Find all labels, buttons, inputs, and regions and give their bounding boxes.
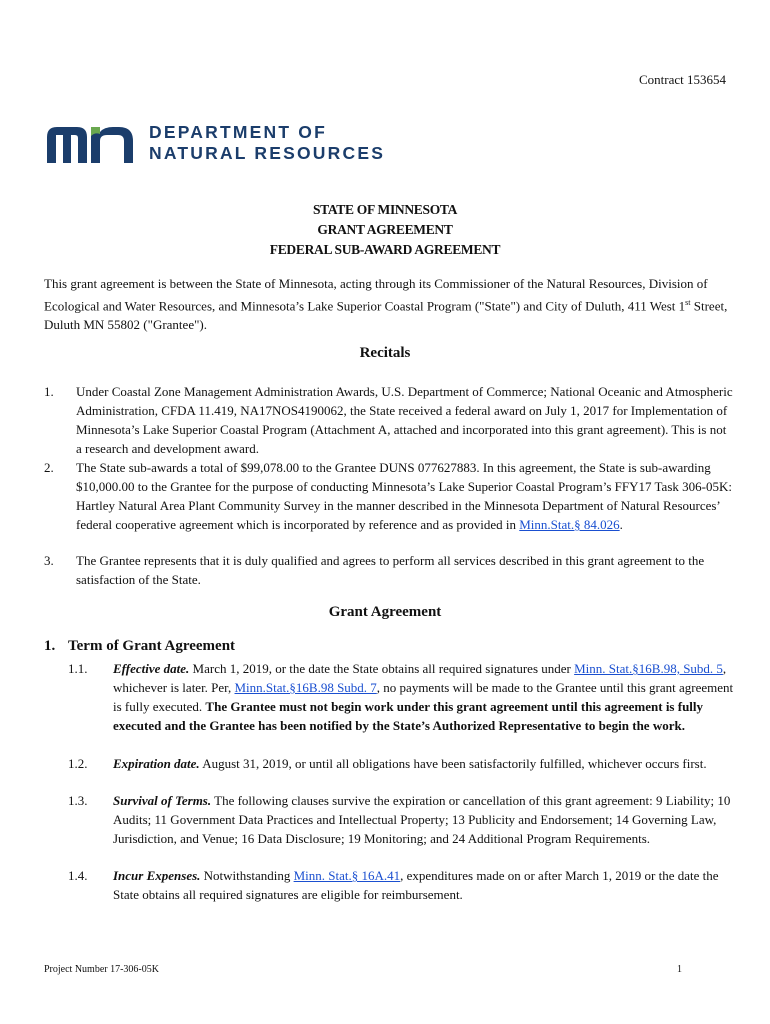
recital-item: 1. Under Coastal Zone Management Administration Awards, U.S. Department of Commerce; National Oceanic and Atmospheric Administration, CFDA 11.419, NA17NOS4190062, the State received a federal award on July 1, 2017 for Implementation of Minnesota’s Lake Superior Coastal Program (Attachment A, attached and incorporated into this grant agreement). This is not a research and development award. (44, 384, 733, 456)
clause-expiration-date: 1.2. Expiration date. August 31, 2019, or until all obligations have been satisfactorily fulfilled, whichever occurs first. (68, 756, 707, 771)
title-line-3: FEDERAL SUB-AWARD AGREEMENT (269, 242, 501, 257)
dnr-logo (47, 122, 385, 164)
minn-stat-16b98-subd5-link[interactable]: Minn. Stat.§16B.98, Subd. 5 (574, 661, 723, 676)
grant-agreement-heading: Grant Agreement (328, 604, 442, 620)
logo-line-1: DEPARTMENT OF (149, 122, 327, 142)
footer-project-number: Project Number 17-306-05K (44, 964, 159, 975)
minn-stat-16b98-subd7-link[interactable]: Minn.Stat.§16B.98 Subd. 7 (234, 680, 377, 695)
recital-item: 2. The State sub-awards a total of $99,078.00 to the Grantee DUNS 077627883. In this agreement, the State is sub-awarding $10,000.00 to the Grantee for the purpose of conducting Minnesota’s Lake Superior Coastal Program’s FFY17 Task 306-05K: Hartley Natural Area Plant Community Survey in the manner described in the Minnesota Department of Natural Resources’ federal cooperative agreement which is incorporated by reference and as provided in Minn.Stat.§ 84.026. (44, 460, 732, 532)
clause-survival-of-terms: 1.3. Survival of Terms. The following clauses survive the expiration or cancellation of this grant agreement: 9 Liability; 10 Audits; 11 Government Data Practices and Intellectual Property; 13 Publicity and Endorsement; 14 Governing Law, Jurisdiction, and Venue; 16 Data Disclosure; 19 Monitoring; and 24 Additional Program Requirements. (68, 793, 731, 846)
minn-stat-16a41-link[interactable]: Minn. Stat.§ 16A.41 (293, 868, 401, 883)
term-heading: 1. Term of Grant Agreement (44, 638, 236, 654)
logo-line-2: NATURAL RESOURCES (149, 143, 386, 163)
title-line-1: STATE OF MINNESOTA (312, 202, 458, 217)
clause-effective-date: 1.1. Effective date. March 1, 2019, or the date the State obtains all required signatures under Minn. Stat.§16B.98, Subd. 5, whichever is later. Per, Minn.Stat.§16B.98 Subd. 7, no payments will be made to the Grantee until this grant agreement is fully executed. The Grantee must not begin work under this grant agreement until this agreement is fully executed and the Grantee has been notified by the State’s Authorized Representative to begin the work. (68, 661, 734, 733)
intro-paragraph: This grant agreement is between the State of Minnesota, acting through its Commissioner of the Natural Resources, Division of Ecological and Water Resources, and Minnesota’s Lake Superior Coastal Program ("State") and City of Duluth, 411 West 1st Street, Duluth MN 55802 ("Grantee"). (44, 276, 728, 333)
document-title (0, 200, 770, 260)
mn-logo-icon (47, 123, 133, 163)
recitals-heading: Recitals (359, 345, 411, 361)
title-line-2: GRANT AGREEMENT (317, 222, 453, 237)
recital-item: 3. The Grantee represents that it is duly qualified and agrees to perform all services described in this grant agreement to the satisfaction of the State. (44, 553, 705, 587)
minn-stat-84026-link[interactable]: Minn.Stat.§ 84.026 (519, 517, 620, 532)
footer-page-number: 1 (677, 964, 682, 975)
clause-incur-expenses: 1.4. Incur Expenses. Notwithstanding Minn. Stat.§ 16A.41, expenditures made on or after March 1, 2019 or the date the State obtains all required signatures are eligible for reimbursement. (68, 868, 719, 902)
contract-number: Contract 153654 (638, 72, 726, 87)
